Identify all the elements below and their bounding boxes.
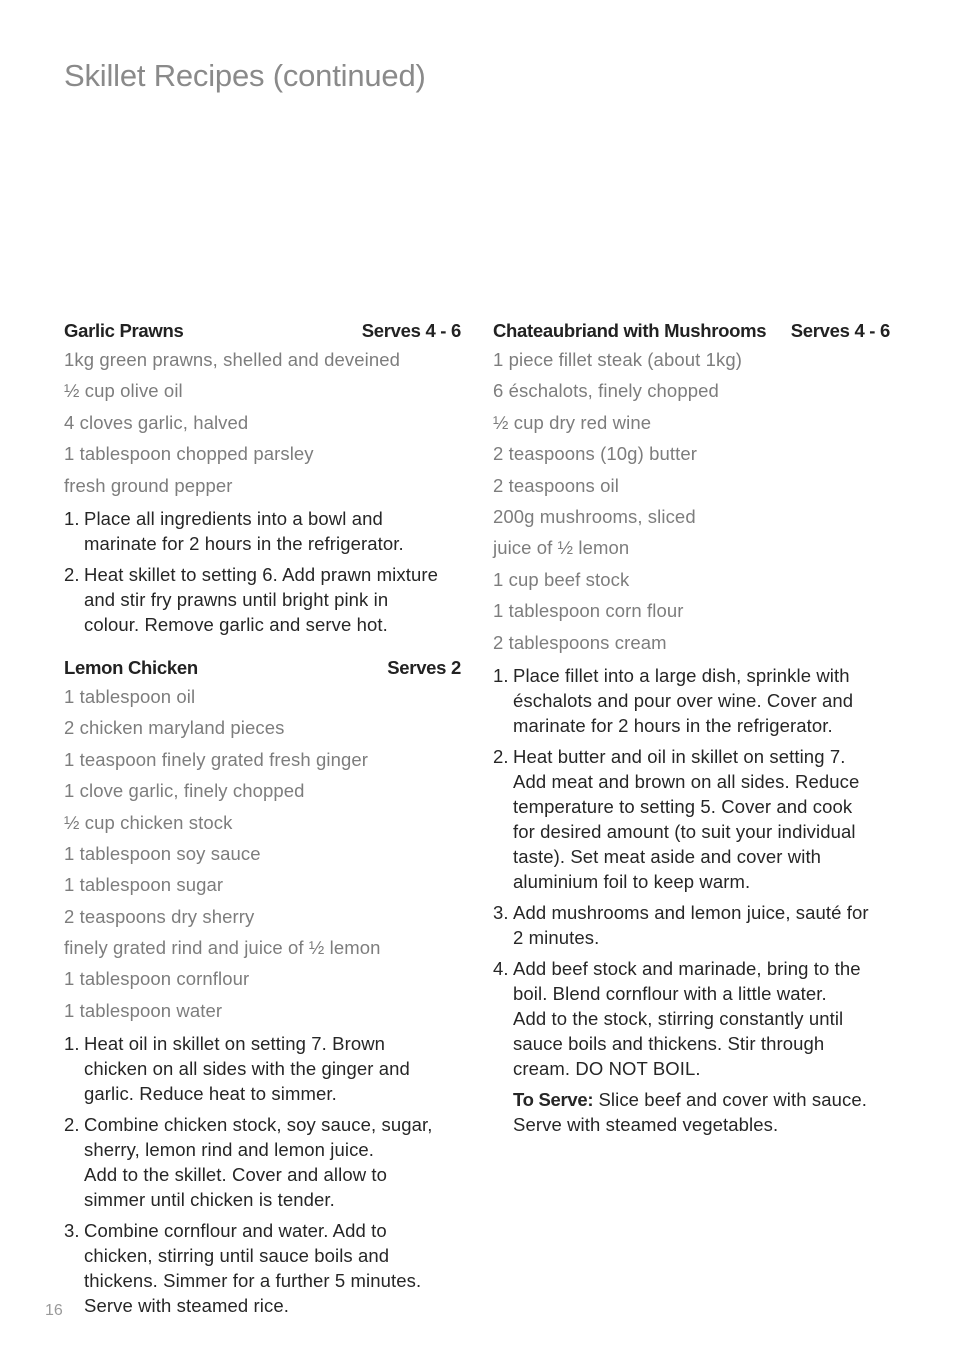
ingredient-item: 1 tablespoon soy sauce xyxy=(64,842,261,864)
ingredient-item: 200g mushrooms, sliced xyxy=(493,505,696,527)
method-step xyxy=(493,744,890,894)
recipe-name: Garlic Prawns xyxy=(64,320,184,341)
step-number: 1. xyxy=(493,664,509,686)
recipe-header xyxy=(493,318,890,344)
ingredient-item: 1 piece fillet steak (about 1kg) xyxy=(493,349,742,370)
method-step xyxy=(64,1031,461,1106)
step-number: 2. xyxy=(493,745,509,767)
recipe-serves: Serves 4 - 6 xyxy=(361,320,461,341)
ingredient-item: 6 éschalots, finely chopped xyxy=(493,380,719,402)
ingredient-item: ½ cup chicken stock xyxy=(64,811,233,833)
method-step xyxy=(493,956,890,1081)
ingredient-item: 2 chicken maryland pieces xyxy=(64,717,285,739)
ingredient-item: 1 tablespoon water xyxy=(64,999,223,1021)
ingredient-list xyxy=(64,347,461,504)
ingredient-item: 1 cup beef stock xyxy=(493,568,630,590)
method-steps xyxy=(493,663,890,1081)
step-number: 1. xyxy=(64,507,80,529)
ingredient-item: 2 teaspoons oil xyxy=(493,474,619,496)
step-text: Place fillet into a large dish, sprinkle with éschalots and pour over wine. Cover and marinate for 2 hours in the refrigerator. xyxy=(513,664,854,736)
ingredient-item: 2 teaspoons (10g) butter xyxy=(493,443,697,465)
page-title: Skillet Recipes (continued) xyxy=(64,58,426,93)
step-number: 2. xyxy=(64,563,80,585)
recipe-serves: Serves 4 - 6 xyxy=(790,320,890,341)
recipe-garlic-prawns xyxy=(64,318,461,637)
left-column xyxy=(64,318,461,1336)
ingredient-item: juice of ½ lemon xyxy=(493,537,630,559)
step-text: Combine chicken stock, soy sauce, sugar, sherry, lemon rind and lemon juice. Add to the skillet. Cover and allow to simmer until chicken is tender. xyxy=(84,1114,433,1211)
step-number: 3. xyxy=(493,901,509,923)
step-number: 4. xyxy=(493,957,509,979)
recipe-name: Lemon Chicken xyxy=(64,656,198,678)
ingredient-item: 1kg green prawns, shelled and deveined xyxy=(64,349,401,370)
step-number: 1. xyxy=(64,1033,80,1055)
recipe-serves: Serves 2 xyxy=(387,656,461,678)
ingredient-item: 1 tablespoon corn flour xyxy=(493,600,684,622)
page-number: 16 xyxy=(45,1302,63,1319)
step-text: Heat oil in skillet on setting 7. Brown chicken on all sides with the ginger and garlic. Reduce heat to simmer. xyxy=(84,1033,410,1105)
ingredient-item: finely grated rind and juice of ½ lemon xyxy=(64,937,381,959)
method-step xyxy=(64,562,461,637)
method-step xyxy=(493,900,890,950)
method-step xyxy=(64,506,461,556)
method-step xyxy=(64,1218,461,1318)
ingredient-item: ½ cup olive oil xyxy=(64,380,183,402)
method-steps xyxy=(64,1031,461,1318)
ingredient-item: 1 tablespoon chopped parsley xyxy=(64,443,314,465)
step-text: Combine cornflour and water. Add to chicken, stirring until sauce boils and thickens. Simmer for a further 5 minutes. Serve with steamed rice. xyxy=(84,1220,422,1317)
right-column xyxy=(493,318,890,1155)
step-text: Heat butter and oil in skillet on setting 7. Add meat and brown on all sides. Reduce temperature to setting 5. Cover and cook for desired amount (to suit your individual taste). Set meat aside and cover with aluminium foil to keep warm. xyxy=(513,745,860,892)
ingredient-list xyxy=(64,684,461,1029)
ingredient-item: 1 teaspoon finely grated fresh ginger xyxy=(64,748,369,770)
ingredient-item: 2 teaspoons dry sherry xyxy=(64,905,255,927)
step-number: 2. xyxy=(64,1114,80,1136)
serving-text: Slice beef and cover with sauce. Serve with steamed vegetables. xyxy=(513,1088,867,1135)
ingredient-list xyxy=(493,347,890,661)
recipe-header xyxy=(64,655,461,681)
ingredient-item: 2 tablespoons cream xyxy=(493,631,667,653)
method-steps xyxy=(64,506,461,637)
serving-label: To Serve: xyxy=(513,1088,594,1110)
ingredient-item: 1 tablespoon cornflour xyxy=(64,968,250,990)
recipe-chateaubriand xyxy=(493,318,890,1137)
ingredient-item: 1 clove garlic, finely chopped xyxy=(64,780,305,802)
step-text: Add beef stock and marinade, bring to the boil. Blend cornflour with a little water. Add to the stock, stirring constantly until sauce boils and thickens. Stir through cream. DO NOT BOIL. xyxy=(513,957,861,1079)
method-step xyxy=(64,1112,461,1212)
ingredient-item: 1 tablespoon oil xyxy=(64,685,196,707)
step-text: Add mushrooms and lemon juice, sauté for 2 minutes. xyxy=(513,901,869,948)
recipe-header xyxy=(64,318,461,344)
step-text: Heat skillet to setting 6. Add prawn mixture and stir fry prawns until bright pink in colour. Remove garlic and serve hot. xyxy=(84,563,439,635)
ingredient-item: ½ cup dry red wine xyxy=(493,411,652,433)
recipe-lemon-chicken xyxy=(64,655,461,1318)
recipe-name: Chateaubriand with Mushrooms xyxy=(493,320,767,341)
ingredient-item: 4 cloves garlic, halved xyxy=(64,411,249,433)
ingredient-item: fresh ground pepper xyxy=(64,474,233,496)
step-text: Place all ingredients into a bowl and marinate for 2 hours in the refrigerator. xyxy=(84,507,404,554)
ingredient-item: 1 tablespoon sugar xyxy=(64,874,224,896)
method-step xyxy=(493,663,890,738)
step-number: 3. xyxy=(64,1220,80,1242)
serving-note xyxy=(513,1087,890,1137)
